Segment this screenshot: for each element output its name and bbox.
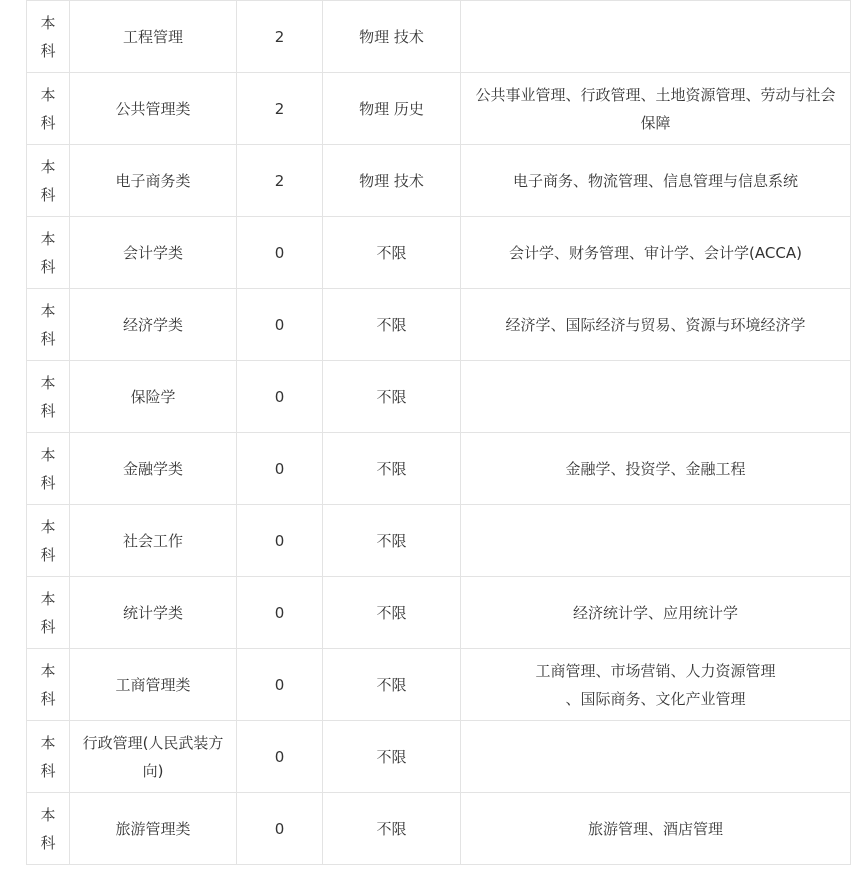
table-row <box>27 145 851 217</box>
included-majors-cell <box>461 361 851 433</box>
major-cell: 统计学类 <box>70 577 237 649</box>
table-row <box>27 721 851 793</box>
level-cell: 本科 <box>27 73 70 145</box>
required-subjects-cell: 不限 <box>323 721 461 793</box>
major-cell: 工商管理类 <box>70 649 237 721</box>
major-cell: 社会工作 <box>70 505 237 577</box>
required-subjects-cell: 不限 <box>323 433 461 505</box>
level-cell: 本科 <box>27 721 70 793</box>
required-subjects-cell: 不限 <box>323 505 461 577</box>
level-cell: 本科 <box>27 649 70 721</box>
subject-count-cell: 0 <box>237 505 323 577</box>
table-body <box>27 1 851 865</box>
major-cell: 保险学 <box>70 361 237 433</box>
table-row <box>27 289 851 361</box>
level-cell: 本科 <box>27 361 70 433</box>
table-row <box>27 361 851 433</box>
major-cell: 公共管理类 <box>70 73 237 145</box>
table-row <box>27 793 851 865</box>
table-row <box>27 577 851 649</box>
required-subjects-cell: 物理 技术 <box>323 145 461 217</box>
level-cell: 本科 <box>27 217 70 289</box>
included-majors-cell <box>461 721 851 793</box>
included-majors-cell: 金融学、投资学、金融工程 <box>461 433 851 505</box>
included-majors-cell: 工商管理、市场营销、人力资源管理 、国际商务、文化产业管理 <box>461 649 851 721</box>
table-row <box>27 505 851 577</box>
required-subjects-cell: 物理 历史 <box>323 73 461 145</box>
subject-count-cell: 2 <box>237 145 323 217</box>
included-majors-cell <box>461 505 851 577</box>
included-majors-cell <box>461 1 851 73</box>
level-cell: 本科 <box>27 793 70 865</box>
table-row <box>27 1 851 73</box>
major-cell: 行政管理(人民武装方向) <box>70 721 237 793</box>
included-majors-cell: 经济学、国际经济与贸易、资源与环境经济学 <box>461 289 851 361</box>
subject-count-cell: 2 <box>237 1 323 73</box>
included-majors-cell: 旅游管理、酒店管理 <box>461 793 851 865</box>
level-cell: 本科 <box>27 505 70 577</box>
required-subjects-cell: 不限 <box>323 289 461 361</box>
major-cell: 电子商务类 <box>70 145 237 217</box>
level-cell: 本科 <box>27 577 70 649</box>
included-majors-cell: 公共事业管理、行政管理、土地资源管理、劳动与社会保障 <box>461 73 851 145</box>
major-cell: 金融学类 <box>70 433 237 505</box>
subject-count-cell: 0 <box>237 793 323 865</box>
required-subjects-cell: 不限 <box>323 793 461 865</box>
required-subjects-cell: 不限 <box>323 577 461 649</box>
included-majors-cell: 电子商务、物流管理、信息管理与信息系统 <box>461 145 851 217</box>
major-table <box>26 0 851 865</box>
major-cell: 会计学类 <box>70 217 237 289</box>
subject-count-cell: 0 <box>237 217 323 289</box>
table-row <box>27 217 851 289</box>
required-subjects-cell: 不限 <box>323 649 461 721</box>
required-subjects-cell: 不限 <box>323 217 461 289</box>
major-cell: 旅游管理类 <box>70 793 237 865</box>
subject-count-cell: 0 <box>237 361 323 433</box>
level-cell: 本科 <box>27 289 70 361</box>
subject-count-cell: 0 <box>237 289 323 361</box>
subject-count-cell: 0 <box>237 577 323 649</box>
subject-count-cell: 0 <box>237 721 323 793</box>
included-majors-cell: 会计学、财务管理、审计学、会计学(ACCA) <box>461 217 851 289</box>
required-subjects-cell: 不限 <box>323 361 461 433</box>
table-row <box>27 433 851 505</box>
major-cell: 经济学类 <box>70 289 237 361</box>
table-container <box>26 0 851 865</box>
table-row <box>27 73 851 145</box>
level-cell: 本科 <box>27 145 70 217</box>
level-cell: 本科 <box>27 433 70 505</box>
table-row <box>27 649 851 721</box>
included-majors-cell: 经济统计学、应用统计学 <box>461 577 851 649</box>
required-subjects-cell: 物理 技术 <box>323 1 461 73</box>
major-cell: 工程管理 <box>70 1 237 73</box>
level-cell: 本科 <box>27 1 70 73</box>
subject-count-cell: 0 <box>237 433 323 505</box>
subject-count-cell: 2 <box>237 73 323 145</box>
subject-count-cell: 0 <box>237 649 323 721</box>
